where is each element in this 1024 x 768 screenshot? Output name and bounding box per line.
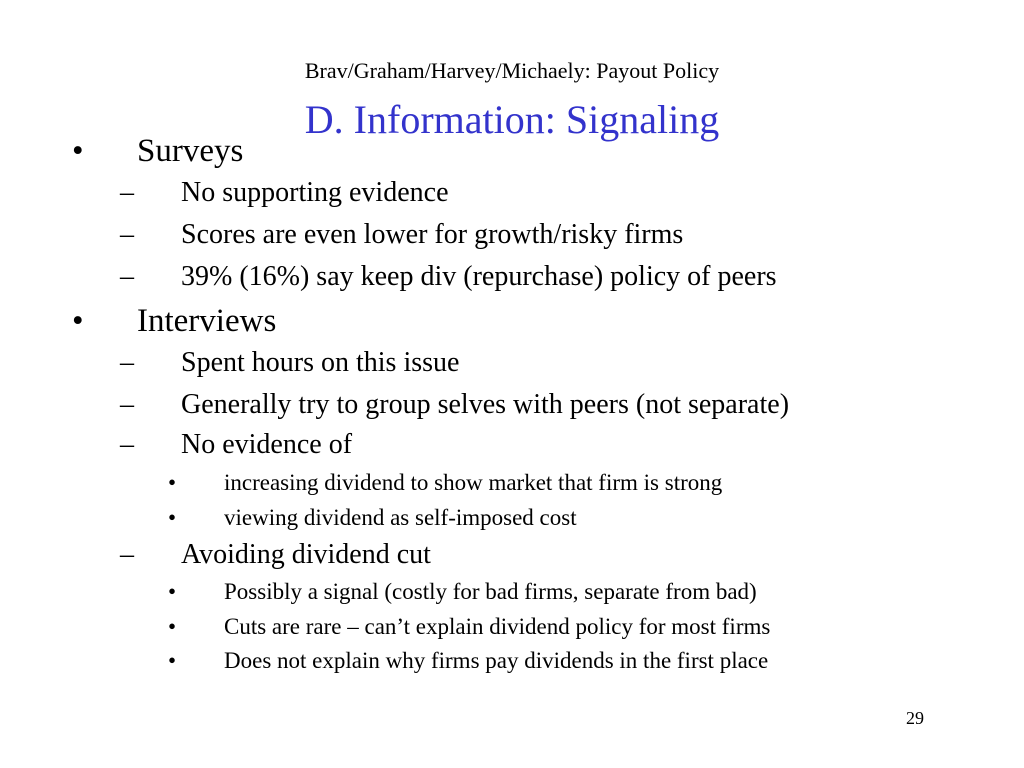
item-text: No evidence of (181, 429, 353, 460)
page-number: 29 (906, 708, 924, 728)
item-text: 39% (16%) say keep div (repurchase) policy of peers (181, 261, 777, 292)
item-text: Does not explain why firms pay dividends in the first place (224, 648, 769, 673)
item-text: Surveys (137, 133, 244, 169)
bullet-marker: • (168, 579, 177, 604)
dash-marker: – (120, 347, 134, 378)
slide-subtitle: Brav/Graham/Harvey/Michaely: Payout Policy (304, 58, 720, 83)
dash-marker: – (120, 389, 134, 420)
dash-marker: – (120, 539, 134, 570)
bullet-marker: • (168, 648, 177, 673)
dash-marker: – (120, 219, 134, 250)
item-text: Generally try to group selves with peers (not separate) (181, 389, 790, 420)
dash-marker: – (120, 177, 134, 208)
bullet-marker: • (168, 505, 177, 530)
bullet-marker: • (72, 133, 84, 169)
item-text: Cuts are rare – can’t explain dividend policy for most firms (224, 614, 771, 639)
item-text: Scores are even lower for growth/risky firms (181, 219, 684, 250)
bullet-marker: • (168, 470, 177, 495)
item-text: viewing dividend as self-imposed cost (224, 505, 577, 530)
bullet-marker: • (168, 614, 177, 639)
item-text: Interviews (137, 303, 277, 339)
dash-marker: – (120, 429, 134, 460)
dash-marker: – (120, 261, 134, 292)
item-text: No supporting evidence (181, 177, 449, 208)
item-text: Possibly a signal (costly for bad firms, separate from bad) (224, 579, 757, 604)
item-text: Spent hours on this issue (181, 347, 460, 378)
item-text: increasing dividend to show market that firm is strong (224, 470, 723, 495)
bullet-marker: • (72, 303, 84, 339)
slide-title: D. Information: Signaling (304, 97, 720, 142)
item-text: Avoiding dividend cut (181, 539, 431, 570)
